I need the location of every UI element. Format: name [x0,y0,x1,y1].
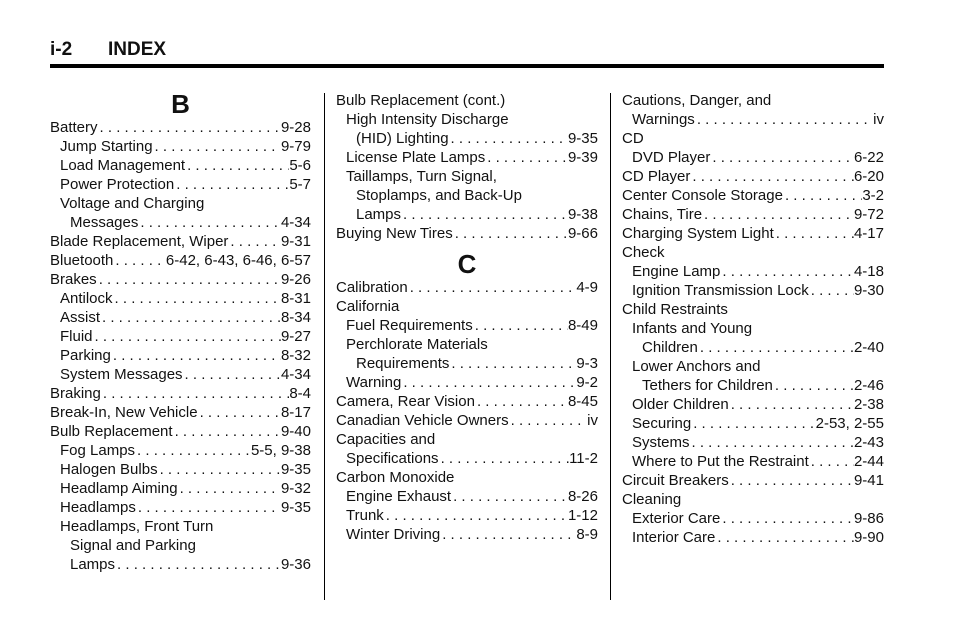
index-entry [622,243,884,262]
dot-leader [690,433,854,452]
entry-term: Headlamp Aiming [60,480,178,497]
entry-page-ref: 8-32 [280,347,311,364]
entry-term: Voltage and Charging [60,195,205,212]
index-entry [50,346,311,365]
index-entry [50,422,311,441]
dot-leader [174,175,289,194]
entry-term: Stoplamps, and Back-Up [356,187,522,204]
entry-page-ref: 9-28 [280,119,311,136]
dot-leader [93,327,281,346]
entry-page-ref: 6-22 [853,149,884,166]
index-entry [336,335,598,354]
index-entry [50,289,311,308]
entry-term: Signal and Parking [70,537,196,554]
entry-list [622,91,884,547]
dot-leader [809,281,854,300]
index-entry [336,91,598,110]
index-entry [336,430,598,449]
entry-term: Headlamps, Front Turn [60,518,214,535]
entry-term: Messages [70,214,139,231]
entry-page-ref: 2-46 [853,377,884,394]
page-header [50,37,884,67]
entry-term: Children [642,339,698,356]
dot-leader [695,110,873,129]
index-entry [50,517,311,536]
dot-leader [113,289,281,308]
section-letter-c: C [457,249,477,279]
dot-leader [158,460,281,479]
index-entry [50,118,311,137]
entry-term: Antilock [60,290,113,307]
entry-term: Older Children [632,396,729,413]
dot-leader [183,365,281,384]
entry-page-ref: 4-18 [853,263,884,280]
entry-term: Break-In, New Vehicle [50,404,198,421]
entry-page-ref: 4-34 [280,214,311,231]
entry-term: DVD Player [632,149,711,166]
index-entry [622,148,884,167]
dot-leader [439,449,570,468]
entry-page-ref: 5-5, 9-38 [250,442,311,459]
entry-page-ref: 9-72 [853,206,884,223]
index-entry [622,224,884,243]
entry-page-ref: 8-26 [567,488,598,505]
entry-term: Trunk [346,507,384,524]
dot-leader [178,479,281,498]
index-entry [622,300,884,319]
entry-term: Where to Put the Restraint [632,453,809,470]
index-entry [622,414,884,433]
index-entry [50,403,311,422]
index-entry [50,365,311,384]
index-entry [50,251,311,270]
entry-page-ref: 9-86 [853,510,884,527]
index-column-1 [50,91,311,574]
entry-term: Bulb Replacement (cont.) [336,92,506,109]
section-letter-b: B [171,89,190,119]
index-entry [622,186,884,205]
entry-page-ref: 4-9 [576,279,598,296]
dot-leader [115,555,281,574]
entry-term: Systems [632,434,690,451]
entry-page-ref: 5-6 [289,157,311,174]
index-entry [336,110,598,129]
index-entry [50,441,311,460]
index-entry [50,194,311,213]
dot-leader [715,528,854,547]
entry-term: Interior Care [632,529,716,546]
dot-leader [136,498,281,517]
index-entry [336,373,598,392]
entry-page-ref: 2-44 [853,453,884,470]
entry-term: Engine Exhaust [346,488,452,505]
dot-leader [783,186,862,205]
entry-page-ref: 9-26 [280,271,311,288]
index-entry [336,316,598,335]
entry-term: Blade Replacement, Wiper [50,233,229,250]
dot-leader [185,156,289,175]
entry-list [336,278,598,544]
dot-leader [691,414,815,433]
index-entry [336,224,598,243]
entry-term: Fluid [60,328,93,345]
entry-term: Ignition Transmission Lock [632,282,809,299]
entry-term: Specifications [346,450,439,467]
entry-page-ref: 9-90 [853,529,884,546]
entry-page-ref: 9-3 [576,355,598,372]
entry-page-ref: 9-35 [280,461,311,478]
entry-term: Perchlorate Materials [346,336,488,353]
entry-term: Capacities and [336,431,436,448]
index-entry [622,357,884,376]
index-entry [50,213,311,232]
index-entry [622,509,884,528]
entry-page-ref: 9-31 [280,233,311,250]
entry-term: Halogen Bulbs [60,461,158,478]
dot-leader [101,384,289,403]
index-column-2 [336,91,598,544]
index-entry [336,129,598,148]
index-entry [622,395,884,414]
index-entry [336,525,598,544]
dot-leader [809,452,854,471]
entry-page-ref: 9-36 [280,556,311,573]
entry-list [336,91,598,243]
index-entry [336,411,598,430]
dot-leader [135,441,251,460]
entry-term: Child Restraints [622,301,728,318]
dot-leader [698,338,854,357]
entry-term: Braking [50,385,101,402]
entry-page-ref: 8-9 [576,526,598,543]
entry-page-ref: 5-7 [289,176,311,193]
entry-term: Fog Lamps [60,442,136,459]
entry-page-ref: 8-34 [280,309,311,326]
index-entry [336,278,598,297]
entry-term: Parking [60,347,111,364]
index-entry [336,167,598,186]
index-column-3 [622,91,884,547]
entry-page-ref: 4-34 [280,366,311,383]
index-entry [336,468,598,487]
entry-page-ref: 9-40 [280,423,311,440]
entry-term: Cleaning [622,491,682,508]
entry-page-ref: 8-4 [289,385,311,402]
index-entry [50,232,311,251]
entry-page-ref: 8-31 [280,290,311,307]
index-entry [336,354,598,373]
entry-page-ref: iv [873,111,884,128]
entry-term: Taillamps, Turn Signal, [346,168,497,185]
entry-term: (HID) Lighting [356,130,449,147]
entry-term: Circuit Breakers [622,472,729,489]
entry-term: Assist [60,309,101,326]
index-entry [336,506,598,525]
index-entry [50,498,311,517]
entry-term: Fuel Requirements [346,317,473,334]
entry-term: Winter Driving [346,526,441,543]
index-entry [336,186,598,205]
page-number: i-2 [50,39,73,60]
entry-term: Headlamps [60,499,136,516]
index-entry [50,156,311,175]
entry-term: Cautions, Danger, and [622,92,772,109]
entry-page-ref: 2-53, 2-55 [815,415,884,432]
index-entry [622,528,884,547]
dot-leader [774,224,854,243]
entry-page-ref: 8-49 [567,317,598,334]
entry-page-ref: 8-17 [280,404,311,421]
entry-term: Chains, Tire [622,206,703,223]
index-entry [622,452,884,471]
dot-leader [720,509,854,528]
entry-page-ref: 11-2 [569,450,598,467]
index-entry [336,449,598,468]
index-entry [622,319,884,338]
entry-term: Battery [50,119,98,136]
index-entry [622,129,884,148]
column-divider [610,93,611,600]
entry-term: Warnings [632,111,695,128]
entry-term: Tethers for Children [642,377,773,394]
dot-leader [475,392,568,411]
dot-leader [228,232,281,251]
entry-term: Warning [346,374,402,391]
entry-page-ref: 2-43 [853,434,884,451]
index-entry [622,91,884,110]
dot-leader [198,403,281,422]
dot-leader [113,251,166,270]
entry-term: Canadian Vehicle Owners [336,412,509,429]
dot-leader [173,422,281,441]
entry-term: Carbon Monoxide [336,469,455,486]
entry-page-ref: 8-45 [567,393,598,410]
index-entry [336,487,598,506]
entry-term: Brakes [50,271,97,288]
entry-term: Bluetooth [50,252,114,269]
entry-list [50,118,311,574]
index-entry [50,460,311,479]
dot-leader [449,129,568,148]
entry-page-ref: 2-40 [853,339,884,356]
entry-term: Bulb Replacement [50,423,173,440]
dot-leader [111,346,281,365]
entry-term: Check [622,244,665,261]
entry-term: Securing [632,415,692,432]
entry-term: Load Management [60,157,186,174]
dot-leader [138,213,281,232]
dot-leader [485,148,568,167]
entry-term: Center Console Storage [622,187,783,204]
entry-term: Infants and Young [632,320,753,337]
entry-page-ref: 3-2 [862,187,884,204]
column-divider [324,93,325,600]
dot-leader [729,395,854,414]
dot-leader [153,137,281,156]
index-entry [50,479,311,498]
index-entry [622,110,884,129]
entry-page-ref: 1-12 [567,507,598,524]
entry-term: CD Player [622,168,691,185]
dot-leader [98,118,281,137]
entry-term: Charging System Light [622,225,774,242]
entry-page-ref: 9-35 [280,499,311,516]
entry-page-ref: 6-20 [853,168,884,185]
entry-page-ref: 9-39 [567,149,598,166]
dot-leader [710,148,854,167]
dot-leader [690,167,854,186]
dot-leader [100,308,281,327]
entry-term: California [336,298,400,315]
dot-leader [729,471,854,490]
index-entry [50,270,311,289]
index-entry [336,392,598,411]
entry-page-ref: 9-79 [280,138,311,155]
entry-term: Exterior Care [632,510,721,527]
index-entry [622,376,884,395]
dot-leader [97,270,281,289]
entry-page-ref: 9-35 [567,130,598,147]
entry-term: CD [622,130,644,147]
entry-term: Power Protection [60,176,175,193]
index-entry [336,297,598,316]
index-entry [622,281,884,300]
index-entry [336,205,598,224]
dot-leader [453,224,568,243]
entry-term: Engine Lamp [632,263,721,280]
entry-term: Lower Anchors and [632,358,761,375]
entry-term: Lamps [356,206,402,223]
dot-leader [401,373,576,392]
dot-leader [449,354,576,373]
index-entry [622,262,884,281]
entry-page-ref: 9-38 [567,206,598,223]
entry-term: Camera, Rear Vision [336,393,475,410]
dot-leader [451,487,568,506]
dot-leader [773,376,854,395]
index-entry [50,137,311,156]
dot-leader [720,262,854,281]
dot-leader [440,525,576,544]
entry-page-ref: 9-41 [853,472,884,489]
entry-page-ref: 9-66 [567,225,598,242]
index-entry [50,555,311,574]
dot-leader [509,411,588,430]
entry-page-ref: 6-42, 6-43, 6-46, 6-57 [165,252,311,269]
entry-term: License Plate Lamps [346,149,486,166]
index-entry [622,490,884,509]
entry-term: Requirements [356,355,450,372]
index-entry [50,308,311,327]
dot-leader [702,205,854,224]
index-entry [50,384,311,403]
header-rule [50,64,884,68]
index-entry [622,471,884,490]
entry-term: System Messages [60,366,183,383]
dot-leader [401,205,568,224]
entry-page-ref: 9-27 [280,328,311,345]
dot-leader [408,278,577,297]
index-entry [622,433,884,452]
entry-term: High Intensity Discharge [346,111,509,128]
entry-page-ref: 9-32 [280,480,311,497]
entry-term: Lamps [70,556,116,573]
index-entry [622,167,884,186]
entry-page-ref: iv [587,412,598,429]
index-entry [622,205,884,224]
dot-leader [473,316,568,335]
entry-page-ref: 9-2 [576,374,598,391]
dot-leader [384,506,568,525]
entry-page-ref: 2-38 [853,396,884,413]
index-entry [622,338,884,357]
entry-term: Calibration [336,279,408,296]
index-entry [336,148,598,167]
index-entry [50,327,311,346]
page-title: INDEX [108,39,167,60]
entry-term: Jump Starting [60,138,153,155]
index-entry [50,536,311,555]
entry-page-ref: 4-17 [853,225,884,242]
entry-term: Buying New Tires [336,225,453,242]
entry-page-ref: 9-30 [853,282,884,299]
index-entry [50,175,311,194]
